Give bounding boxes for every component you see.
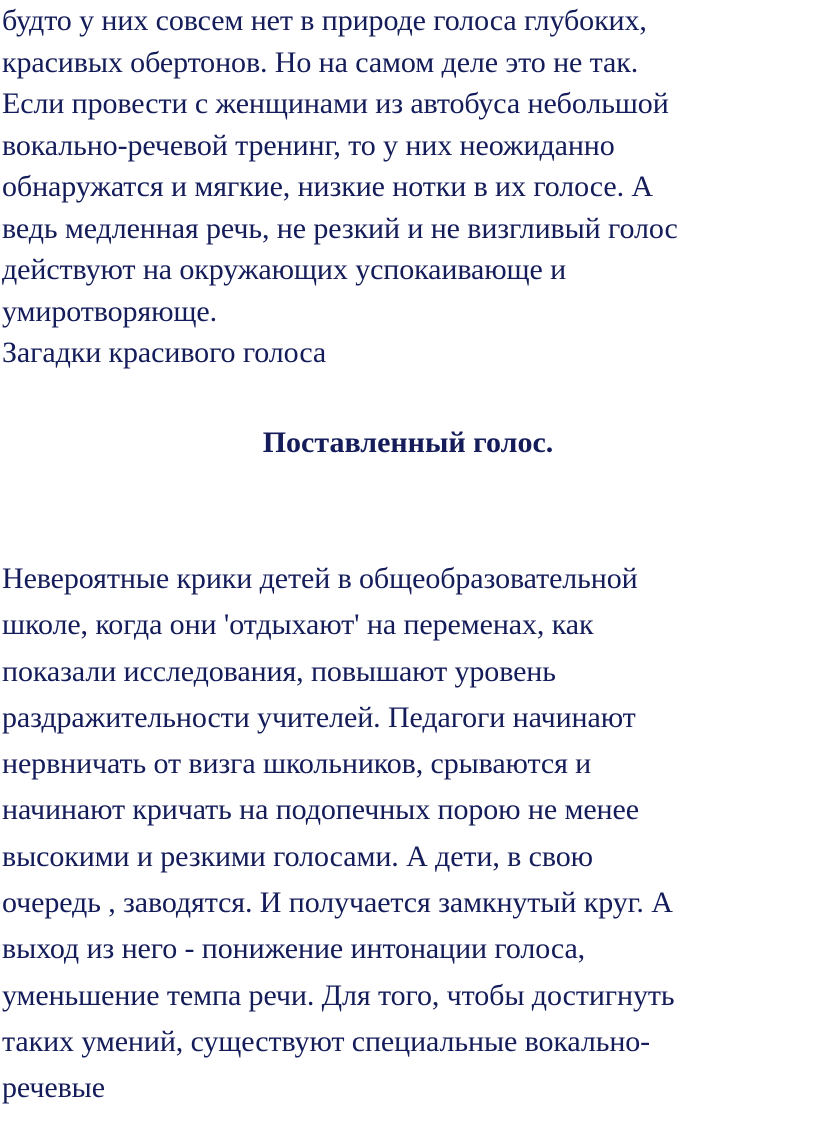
intro-paragraph (2, 0, 814, 374)
text-line: обнаружатся и мягкие, низкие нотки в их голосе. А (2, 170, 653, 203)
text-line: выход из него - понижение интонации голоса, (2, 932, 586, 966)
text-line: ведь медленная речь, не резкий и не визгливый голос (2, 211, 678, 245)
text-line: таких умений, существуют специальные вокально- (2, 1024, 651, 1058)
text-line: начинают кричать на подопечных порою не менее (2, 793, 639, 827)
text-line: нервничать от визга школьников, срываются и (2, 747, 592, 781)
text-line: Если провести с женщинами из автобуса небольшой (2, 87, 669, 120)
document-page (2, 0, 814, 1105)
text-line: умиротворяюще. (2, 294, 218, 328)
text-line: уменьшение темпа речи. Для того, чтобы достигнуть (2, 978, 675, 1012)
text-line: вокально-речевой тренинг, то у них неожиданно (2, 128, 615, 162)
text-line: Невероятные крики детей в общеобразовательной (2, 562, 638, 595)
text-line: школе, когда они 'отдыхают' на переменах, как (2, 608, 594, 642)
section-heading: Поставленный голос. (262, 426, 554, 459)
text-line: раздражительности учителей. Педагоги начинают (2, 700, 636, 734)
text-line: очередь , заводятся. И получается замкнутый круг. А (2, 886, 673, 920)
section-caption: Загадки красивого голоса (2, 336, 327, 369)
body-paragraph (2, 556, 674, 1112)
text-line: будто у них совсем нет в природе голоса глубоких, (2, 4, 647, 37)
text-line: красивых обертонов. Но на самом деле это не так. (2, 45, 639, 79)
text-line: показали исследования, повышают уровень (2, 654, 556, 688)
text-line: действуют на окружающих успокаивающе и (2, 253, 567, 286)
text-line: речевые (2, 1071, 105, 1105)
text-line: высокими и резкими голосами. А дети, в свою (2, 839, 593, 873)
